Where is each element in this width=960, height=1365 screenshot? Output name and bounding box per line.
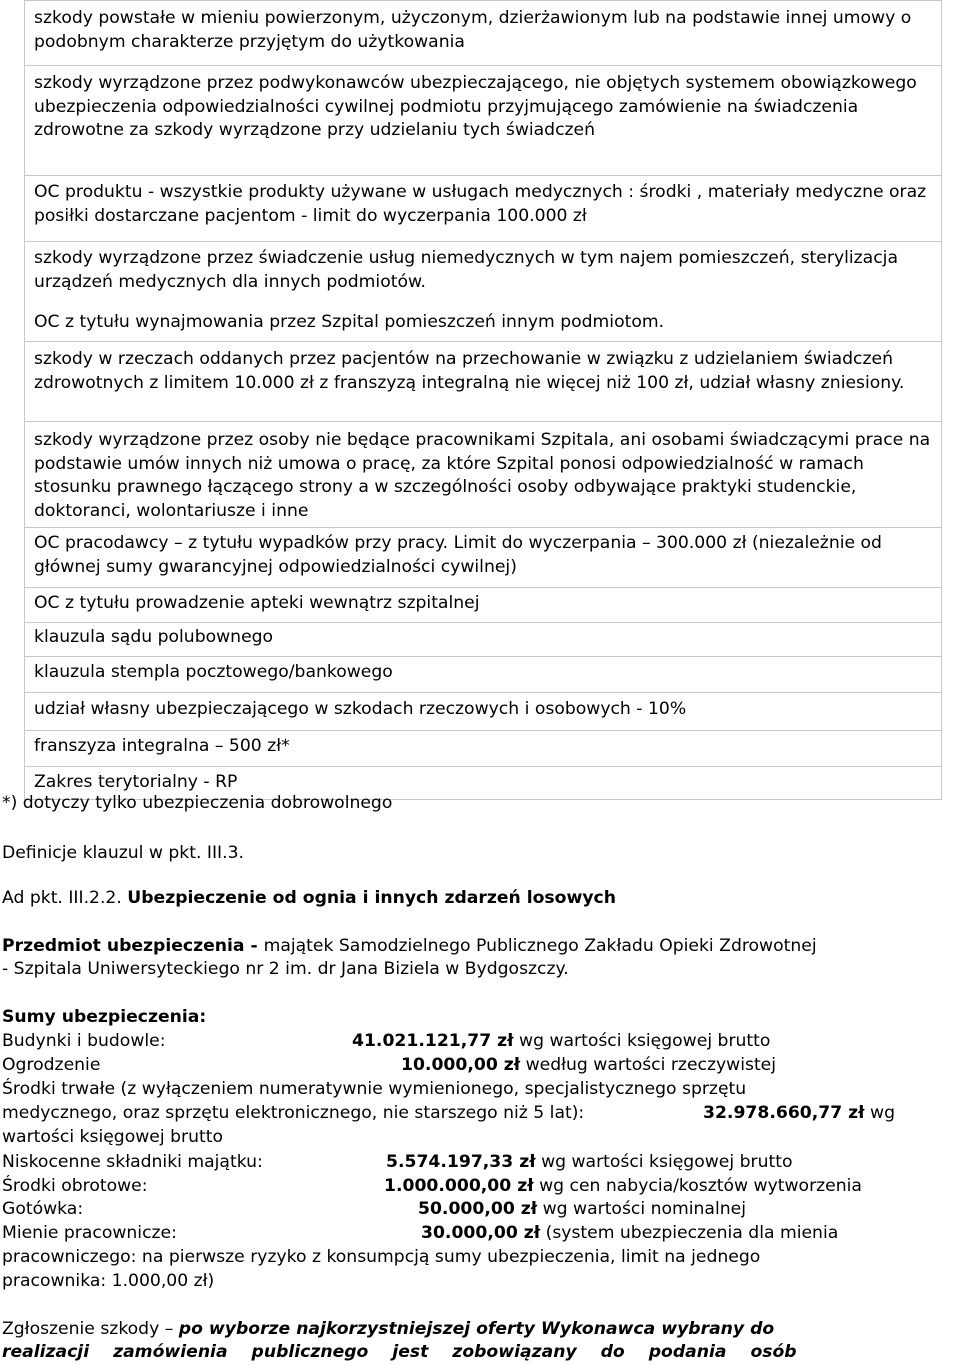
- claim-line-2: [2, 1341, 797, 1365]
- coverage-text: szkody wyrządzone przez podwykonawców ubezpieczającego, nie objętych systemem obowiązkowego ubezpieczenia odpowiedzialności cywilnej podmiotu przyjmującego zamówienie na świadczenia zdrowotne za szkody wyrządzone przy udzielaniu tych świadczeń: [34, 73, 917, 141]
- coverage-text: franszyza integralna – 500 zł*: [34, 736, 290, 756]
- definitions-note: Definicje klauzul w pkt. III.3.: [2, 843, 244, 863]
- sums-heading: Sumy ubezpieczenia:: [2, 1007, 207, 1027]
- sum-note: według wartości rzeczywistej: [525, 1055, 777, 1075]
- sum-value: 32.978.660,77 zł: [703, 1103, 865, 1123]
- section-title: Ubezpieczenie od ognia i innych zdarzeń losowych: [127, 888, 616, 908]
- claim-text: po wyborze najkorzystniejszej oferty Wykonawca wybrany do: [178, 1319, 775, 1339]
- sum-note: wg: [870, 1103, 895, 1123]
- coverage-row: [25, 422, 942, 528]
- sum-label: Środki obrotowe:: [2, 1176, 148, 1196]
- sum-value: 50.000,00 zł: [418, 1199, 538, 1219]
- coverage-row: [25, 342, 942, 422]
- staff-line-2: pracowniczego: na pierwsze ryzyko z konsumpcją sumy ubezpieczenia, limit na jednego: [2, 1247, 761, 1267]
- sum-row: [703, 1102, 895, 1126]
- coverage-text: OC pracodawcy – z tytułu wypadków przy pracy. Limit do wyczerpania – 300.000 zł (niezależnie od głównej sumy gwarancyjnej odpowiedzialności cywilnej): [34, 533, 882, 577]
- coverage-text: szkody w rzeczach oddanych przez pacjentów na przechowanie w związku z udzielaniem świadczeń zdrowotnych z limitem 10.000 zł z franszyzą integralną nie więcej niż 100 zł, udział własny zniesiony.: [34, 349, 905, 393]
- coverage-row: [25, 242, 942, 308]
- coverage-text: klauzula stempla pocztowego/bankowego: [34, 662, 393, 682]
- coverage-row: [25, 176, 942, 242]
- fixed-assets-line-2: medycznego, oraz sprzętu elektronicznego, nie starszego niż 5 lat):: [2, 1103, 585, 1123]
- claim-line: [2, 1318, 774, 1342]
- sum-row: [386, 1151, 792, 1175]
- claim-label: Zgłoszenie szkody –: [2, 1319, 174, 1339]
- sum-label: Niskocenne składniki majątku:: [2, 1152, 263, 1172]
- sum-row: [352, 1030, 770, 1054]
- fixed-assets-line-3: wartości księgowej brutto: [2, 1127, 223, 1147]
- sum-note: (system ubezpieczenia dla mienia: [545, 1223, 839, 1243]
- coverage-row: [25, 693, 942, 731]
- sum-label: Gotówka:: [2, 1199, 84, 1219]
- sum-row: [401, 1054, 776, 1078]
- coverage-row: [25, 528, 942, 588]
- claim-text-2: realizacji zamówienia publicznego jest zobowiązany do podania osób: [2, 1342, 797, 1362]
- footnote: *) dotyczy tylko ubezpieczenia dobrowolnego: [2, 793, 393, 813]
- coverage-text: Zakres terytorialny - RP: [34, 772, 238, 792]
- subject-text: majątek Samodzielnego Publicznego Zakładu Opieki Zdrowotnej: [263, 936, 817, 956]
- sum-value: 1.000.000,00 zł: [384, 1176, 534, 1196]
- coverage-row: [25, 731, 942, 767]
- subject-label: Przedmiot ubezpieczenia -: [2, 936, 264, 956]
- fixed-assets-line: Środki trwałe (z wyłączeniem numeratywnie wymienionego, specjalistycznego sprzętu: [2, 1079, 747, 1099]
- coverage-text: udział własny ubezpieczającego w szkodach rzeczowych i osobowych - 10%: [34, 699, 687, 719]
- sum-row: [418, 1198, 746, 1222]
- coverage-text: klauzula sądu polubownego: [34, 627, 274, 647]
- coverage-row: [25, 657, 942, 693]
- section-heading: [2, 887, 616, 911]
- sum-value: 10.000,00 zł: [401, 1055, 521, 1075]
- sum-note: wg wartości księgowej brutto: [541, 1152, 793, 1172]
- sum-value: 30.000,00 zł: [421, 1223, 541, 1243]
- coverage-table: [24, 0, 942, 800]
- coverage-row: [25, 623, 942, 657]
- staff-line-3: pracownika: 1.000,00 zł): [2, 1271, 215, 1291]
- sum-note: wg wartości nominalnej: [542, 1199, 746, 1219]
- coverage-text: OC produktu - wszystkie produkty używane w usługach medycznych : środki , materiały medyczne oraz posiłki dostarczane pacjentom - limit do wyczerpania 100.000 zł: [34, 182, 927, 226]
- sum-note: wg wartości księgowej brutto: [519, 1031, 771, 1051]
- coverage-row: [25, 1, 942, 66]
- section-prefix: Ad pkt. III.2.2.: [2, 888, 128, 908]
- sum-row: [384, 1175, 862, 1199]
- sum-label: Ogrodzenie: [2, 1055, 101, 1075]
- sum-note: wg cen nabycia/kosztów wytworzenia: [539, 1176, 862, 1196]
- sum-value: 5.574.197,33 zł: [386, 1152, 536, 1172]
- subject-line: [2, 935, 817, 959]
- coverage-row: [25, 588, 942, 623]
- subject-line-2: - Szpitala Uniwersyteckiego nr 2 im. dr Jana Biziela w Bydgoszczy.: [2, 959, 569, 979]
- coverage-row: [25, 307, 942, 342]
- coverage-text: szkody powstałe w mieniu powierzonym, użyczonym, dzierżawionym lub na podstawie innej umowy o podobnym charakterze przyjętym do użytkowania: [34, 8, 912, 52]
- coverage-row: [25, 66, 942, 176]
- coverage-text: szkody wyrządzone przez osoby nie będące pracownikami Szpitala, ani osobami świadczącymi prace na podstawie umów innych niż umowa o pracę, za które Szpital ponosi odpowiedzialność w ramach stosunku prawnego łączącego strony a w szczególności osoby odbywające praktyki studenckie, doktoranci, wolontariusze i inne: [34, 430, 931, 521]
- sum-label: Budynki i budowle:: [2, 1031, 166, 1051]
- sum-value: 41.021.121,77 zł: [352, 1031, 514, 1051]
- coverage-text: OC z tytułu prowadzenie apteki wewnątrz szpitalnej: [34, 593, 480, 613]
- sum-label: Mienie pracownicze:: [2, 1223, 177, 1243]
- coverage-text: szkody wyrządzone przez świadczenie usług niemedycznych w tym najem pomieszczeń, sterylizacja urządzeń medycznych dla innych podmiotów.: [34, 248, 898, 292]
- coverage-text: OC z tytułu wynajmowania przez Szpital pomieszczeń innym podmiotom.: [34, 312, 665, 332]
- sum-row: [421, 1222, 838, 1246]
